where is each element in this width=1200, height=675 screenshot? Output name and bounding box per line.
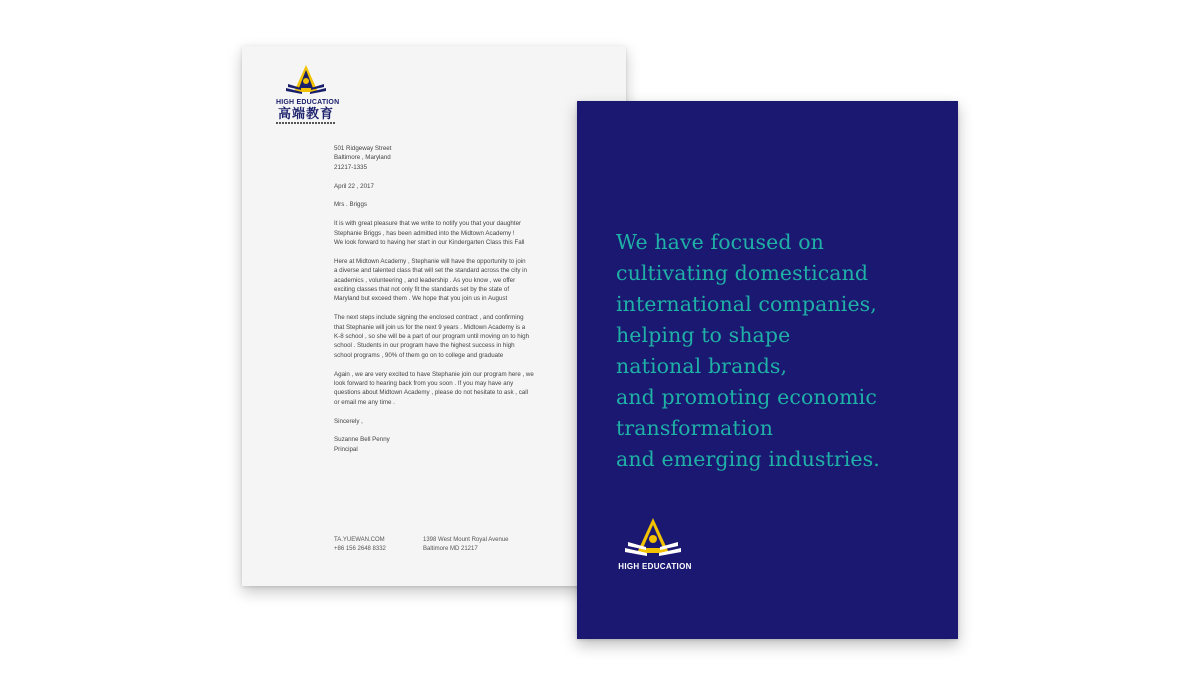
paragraph-line: school programs , 90% of them go on to college and graduate bbox=[334, 351, 504, 359]
address-line: 21217-1335 bbox=[334, 163, 368, 171]
paragraph-line: that Stephanie will join us for the next 9 years . Midtown Academy is a bbox=[334, 323, 526, 331]
brand-tagline-decoration bbox=[276, 122, 336, 124]
footer-website: TA.YUEWAN.COM bbox=[334, 537, 385, 543]
paragraph-line: or email me any time . bbox=[334, 398, 395, 406]
letter-salutation: Mrs . Briggs bbox=[334, 201, 368, 209]
brand-name-chinese: 高端教育 bbox=[277, 106, 334, 121]
academy-emblem-icon bbox=[284, 64, 328, 96]
paragraph-line: exciting classes that not only fit the standards set by the state of bbox=[334, 286, 510, 294]
letter-paragraph bbox=[334, 219, 544, 247]
letter-paragraph bbox=[334, 370, 544, 408]
letterhead-sheet bbox=[242, 46, 626, 586]
paragraph-line: We look forward to having her start in our Kindergarten Class this Fall bbox=[334, 239, 525, 247]
letter-date: April 22 , 2017 bbox=[334, 182, 374, 190]
paragraph-line: Here at Midtown Academy , Stephanie will have the opportunity to join bbox=[334, 257, 526, 265]
address-line: 501 Ridgeway Street bbox=[334, 145, 392, 152]
headline-line: and promoting economic bbox=[616, 385, 877, 409]
paragraph-line: Maryland but exceed them . We hope that you join us in August bbox=[334, 295, 508, 303]
signature-title: Principal bbox=[334, 445, 358, 453]
paragraph-line: look forward to hearing back from you soon . If you may have any bbox=[334, 380, 514, 388]
footer-street: 1398 West Mount Royal Avenue bbox=[423, 537, 509, 543]
paragraph-line: Again , we are very excited to have Stephanie join our program here , we bbox=[334, 370, 534, 378]
letter-paragraph bbox=[334, 313, 544, 360]
paragraph-line: The next steps include signing the enclosed contract , and confirming bbox=[334, 314, 524, 322]
headline-line: cultivating domesticand bbox=[616, 261, 869, 285]
headline-line: international companies, bbox=[616, 292, 877, 316]
signature-name: Suzanne Bell Penny bbox=[334, 436, 390, 444]
footer-contact bbox=[334, 536, 386, 554]
paragraph-line: school . Students in our program have the highest success in high bbox=[334, 342, 515, 350]
academy-emblem-icon bbox=[623, 517, 683, 559]
cover-headline bbox=[616, 227, 946, 475]
headline-line: and emerging industries. bbox=[616, 447, 880, 471]
cover-sheet bbox=[577, 101, 958, 639]
headline-line: national brands, bbox=[616, 354, 788, 378]
letter-paragraph bbox=[334, 257, 544, 304]
headline-line: We have focused on bbox=[616, 230, 824, 254]
headline-line: helping to shape bbox=[616, 323, 791, 347]
footer-phone: +86 156 2648 8332 bbox=[334, 546, 386, 552]
brand-name-english: HIGH EDUCATION bbox=[276, 99, 340, 106]
footer-city: Baltimore MD 21217 bbox=[423, 546, 478, 552]
letter-closing: Sincerely , bbox=[334, 417, 363, 425]
paragraph-line: a diverse and talented class that will set the standard across the city in bbox=[334, 267, 527, 275]
cover-logo bbox=[615, 517, 695, 573]
paragraph-line: academics , volunteering , and leadership . As you know , we offer bbox=[334, 276, 516, 284]
footer-address bbox=[423, 536, 509, 554]
letter-signature bbox=[334, 435, 544, 454]
paragraph-line: questions about Midtown Academy , please do not hesitate to ask , call bbox=[334, 389, 528, 397]
letter-body bbox=[334, 144, 544, 464]
headline-line: transformation bbox=[616, 416, 774, 440]
paragraph-line: K-8 school , so she will be a part of our program until moving on to high bbox=[334, 333, 530, 341]
paragraph-line: It is with great pleasure that we write to notify you that your daughter bbox=[334, 220, 522, 228]
recipient-address bbox=[334, 144, 544, 172]
address-line: Baltimore , Maryland bbox=[334, 154, 391, 162]
letterhead-logo bbox=[276, 64, 338, 124]
cover-brand-name: HIGH EDUCATION bbox=[618, 562, 692, 571]
paragraph-line: Stephanie Briggs , has been admitted into the Midtown Academy ! bbox=[334, 229, 515, 237]
